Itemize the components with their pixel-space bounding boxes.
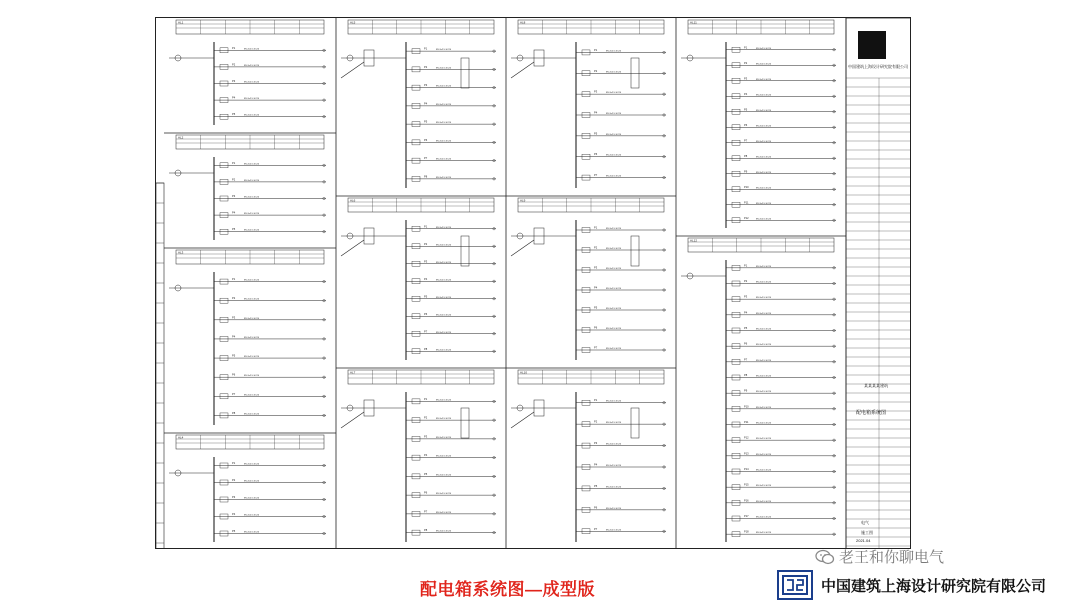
circuit-number: P2 [424, 416, 428, 420]
cable-spec: BV-3x2.5-SC20 [436, 103, 452, 106]
circuit-number: P6 [594, 326, 598, 330]
cable-spec: BV-3x2.5-SC20 [244, 375, 260, 378]
circuit-number: P4 [424, 454, 428, 458]
cable-spec: BV-3x2.5-SC20 [606, 308, 622, 310]
panel-label: AL12 [690, 238, 698, 243]
circuit-number: P8 [744, 374, 748, 377]
circuit-number: P3 [594, 442, 598, 446]
control-module [461, 408, 469, 438]
panel-label: AL4 [178, 435, 184, 440]
circuit-number: P3 [594, 90, 598, 94]
cable-spec: BV-3x2.5-SC20 [244, 114, 260, 117]
cable-spec: BV-3x2.5-SC20 [606, 443, 622, 446]
circuit-number: P1 [744, 264, 748, 268]
circuit-number: P5 [232, 113, 236, 117]
cable-spec: BV-3x2.5-SC20 [606, 92, 622, 95]
circuit-number: P2 [744, 61, 748, 65]
circuit-number: P7 [744, 358, 748, 362]
cable-spec: BV-3x2.5-SC20 [756, 202, 772, 205]
circuit-number: P9 [744, 170, 748, 174]
panel-label: AL3 [178, 250, 184, 255]
circuit-number: P18 [744, 530, 749, 534]
cscec-logo-mark [781, 574, 809, 596]
circuit-number: P3 [594, 266, 598, 270]
cable-spec: BV-3x2.5-SC20 [756, 281, 772, 284]
cable-spec: BV-3x2.5-SC20 [756, 328, 772, 331]
cable-spec: BV-3x2.5-SC20 [756, 156, 772, 159]
circuit-number: P3 [744, 77, 748, 81]
cable-spec: BV-3x2.5-SC20 [756, 485, 772, 488]
cable-spec: BV-3x2.5-SC20 [606, 328, 622, 330]
cable-spec: BV-3x2.5-SC20 [756, 265, 772, 268]
circuit-number: P3 [232, 316, 236, 320]
circuit-number: P7 [744, 139, 748, 143]
cable-spec: BV-3x2.5-SC20 [244, 336, 260, 339]
circuit-number: P1 [424, 47, 428, 51]
circuit-number: P3 [424, 435, 428, 439]
backup-feeder [341, 240, 364, 256]
cable-spec: BV-3x2.5-SC20 [756, 359, 772, 362]
cable-spec: BV-3x2.5-SC20 [436, 436, 452, 439]
circuit-number: P4 [594, 111, 598, 115]
cable-spec: BV-3x2.5-SC20 [756, 344, 772, 347]
cable-spec: BV-3x2.5-SC20 [244, 480, 260, 483]
circuit-number: P12 [744, 216, 749, 220]
control-module [631, 408, 639, 438]
watermark-text: 老王和你聊电气 [839, 549, 945, 566]
cable-spec: BV-3x2.5-SC20 [436, 493, 452, 496]
cable-spec: BV-3x2.5-SC20 [244, 356, 260, 359]
cable-spec: BV-3x2.5-SC20 [436, 314, 452, 317]
circuit-number: P1 [232, 462, 236, 465]
cable-spec: BV-3x2.5-SC20 [756, 109, 772, 112]
title-block-frame [846, 18, 911, 549]
circuit-number: P12 [744, 436, 749, 440]
cable-spec: BV-3x2.5-SC20 [756, 140, 772, 143]
cable-spec: BV-3x2.5-SC20 [436, 140, 452, 143]
cable-spec: BV-3x2.5-SC20 [244, 213, 260, 216]
cable-spec: BV-3x2.5-SC20 [606, 268, 622, 270]
cable-spec: BV-3x2.5-SC20 [244, 48, 260, 51]
circuit-number: P3 [232, 496, 236, 499]
circuit-number: P4 [232, 335, 236, 339]
circuit-number: P2 [424, 242, 428, 246]
cable-spec: BV-3x2.5-SC20 [606, 248, 622, 250]
circuit-number: P6 [594, 153, 598, 157]
cable-spec: BV-3x2.5-SC20 [244, 394, 260, 397]
cable-spec: BV-3x2.5-SC20 [606, 288, 622, 290]
circuit-number: P1 [744, 46, 748, 50]
circuit-number: P4 [594, 463, 598, 467]
circuit-number: P8 [424, 529, 428, 533]
panel-label: AL10 [520, 370, 528, 375]
backup-feeder [511, 240, 534, 256]
circuit-number: P8 [232, 411, 236, 415]
circuit-number: P8 [424, 175, 428, 179]
cable-spec: BV-3x2.5-SC20 [436, 349, 452, 352]
cable-spec: BV-3x2.5-SC20 [756, 532, 772, 535]
circuit-number: P6 [594, 506, 598, 510]
circuit-number: P5 [232, 228, 236, 232]
circuit-number: P10 [744, 405, 749, 409]
panel-label: AL8 [520, 20, 526, 25]
title-block-sheet-label: 施工图 [861, 530, 873, 535]
cable-spec: BV-3x2.5-SC20 [436, 49, 452, 52]
electrical-drawing-sheet [155, 17, 911, 549]
circuit-number: P2 [232, 297, 236, 301]
cable-spec: BV-3x2.5-SC20 [436, 226, 452, 229]
cable-spec: BV-3x2.5-SC20 [244, 64, 260, 67]
control-module [631, 236, 639, 266]
cable-spec: BV-3x2.5-SC20 [436, 296, 452, 299]
cable-spec: BV-3x2.5-SC20 [756, 218, 772, 221]
cable-spec: BV-3x2.5-SC20 [436, 279, 452, 282]
circuit-number: P8 [424, 347, 428, 351]
cable-spec: BV-3x2.5-SC20 [244, 81, 260, 84]
circuit-number: P7 [424, 330, 428, 334]
title-block-discipline: 电气 [861, 520, 869, 525]
cable-spec: BV-3x2.5-SC20 [606, 529, 622, 532]
cable-spec: BV-3x2.5-SC20 [756, 391, 772, 394]
circuit-number: P6 [744, 342, 748, 346]
circuit-number: P2 [594, 246, 598, 250]
circuit-number: P5 [594, 306, 598, 310]
cable-spec: BV-3x2.5-SC20 [756, 312, 772, 315]
circuit-number: P2 [232, 178, 236, 182]
circuit-number: P14 [744, 468, 749, 471]
circuit-number: P1 [594, 48, 598, 52]
circuit-number: P8 [744, 154, 748, 158]
cable-spec: BV-3x2.5-SC20 [244, 317, 260, 320]
circuit-number: P7 [594, 174, 598, 178]
circuit-number: P3 [744, 295, 748, 299]
cable-spec: BV-3x2.5-SC20 [436, 331, 452, 334]
circuit-number: P11 [744, 421, 749, 424]
cable-spec: BV-3x2.5-SC20 [436, 474, 452, 477]
circuit-number: P4 [744, 92, 748, 96]
panel-label: AL5 [350, 20, 356, 25]
title-block-company: 中国建筑上海设计研究院有限公司 [848, 64, 908, 69]
cable-spec: BV-3x2.5-SC20 [436, 176, 452, 179]
circuit-number: P1 [232, 161, 236, 165]
panel-label: AL6 [350, 198, 356, 203]
cable-spec: BV-3x2.5-SC20 [756, 94, 772, 97]
circuit-number: P6 [232, 373, 236, 377]
circuit-number: P1 [232, 278, 236, 282]
cable-spec: BV-3x2.5-SC20 [606, 348, 622, 350]
circuit-number: P2 [594, 69, 598, 73]
panel-label: AL9 [520, 198, 526, 203]
cable-spec: BV-3x2.5-SC20 [244, 497, 260, 500]
circuit-number: P3 [232, 195, 236, 198]
cable-spec: BV-3x2.5-SC20 [606, 154, 622, 157]
cable-spec: BV-3x2.5-SC20 [756, 406, 772, 409]
cable-spec: BV-3x2.5-SC20 [244, 463, 260, 466]
circuit-number: P2 [232, 63, 236, 67]
circuit-number: P5 [424, 120, 428, 124]
panel-label: AL11 [690, 20, 697, 25]
cable-spec: BV-3x2.5-SC20 [756, 422, 772, 425]
circuit-number: P1 [424, 225, 428, 229]
cable-spec: BV-3x2.5-SC20 [606, 71, 622, 74]
circuit-number: P7 [594, 527, 598, 531]
cable-spec: BV-3x2.5-SC20 [606, 486, 622, 489]
title-block-project: 某某某某建筑 [864, 383, 888, 388]
circuit-number: P10 [744, 185, 749, 189]
cable-spec: BV-3x2.5-SC20 [606, 50, 622, 53]
circuit-number: P11 [744, 201, 749, 205]
cable-spec: BV-3x2.5-SC20 [756, 438, 772, 441]
circuit-number: P6 [424, 491, 428, 495]
cable-spec: BV-3x2.5-SC20 [244, 196, 260, 199]
circuit-number: P3 [232, 80, 236, 83]
company-brand [777, 570, 1046, 600]
control-module [631, 58, 639, 88]
cable-spec: BV-3x2.5-SC20 [756, 125, 772, 128]
cable-spec: BV-3x2.5-SC20 [756, 516, 772, 519]
circuit-number: P1 [594, 226, 598, 230]
cable-spec: BV-3x2.5-SC20 [436, 122, 452, 125]
circuit-number: P2 [424, 65, 428, 69]
panel-label: AL2 [178, 135, 184, 140]
cable-spec: BV-3x2.5-SC20 [244, 531, 260, 534]
cscec-logo [777, 570, 813, 600]
circuit-number: P5 [594, 484, 598, 488]
cable-spec: BV-3x2.5-SC20 [756, 47, 772, 50]
circuit-number: P5 [424, 472, 428, 476]
cable-spec: BV-3x2.5-SC20 [436, 511, 452, 514]
left-margin-strip [156, 183, 164, 549]
panel-label: AL1 [178, 20, 184, 25]
cable-spec: BV-3x2.5-SC20 [606, 400, 622, 403]
cable-spec: BV-3x2.5-SC20 [244, 514, 260, 517]
circuit-number: P4 [232, 211, 236, 215]
circuit-number: P5 [232, 530, 236, 533]
circuit-number: P6 [424, 138, 428, 142]
cable-spec: BV-3x2.5-SC20 [436, 399, 452, 402]
cable-spec: BV-3x2.5-SC20 [756, 78, 772, 81]
circuit-number: P7 [232, 392, 236, 396]
circuit-number: P2 [744, 280, 748, 283]
cable-spec: BV-3x2.5-SC20 [436, 85, 452, 88]
circuit-number: P5 [232, 354, 236, 358]
circuit-number: P4 [424, 102, 428, 106]
cable-spec: BV-3x2.5-SC20 [244, 163, 260, 166]
cable-spec: BV-3x2.5-SC20 [244, 179, 260, 182]
cable-spec: BV-3x2.5-SC20 [756, 297, 772, 300]
cable-spec: BV-3x2.5-SC20 [606, 422, 622, 425]
cable-spec: BV-3x2.5-SC20 [244, 413, 260, 416]
circuit-number: P17 [744, 515, 749, 518]
design-institute-logo-block [858, 31, 886, 59]
cable-spec: BV-3x2.5-SC20 [756, 171, 772, 174]
cable-spec: BV-3x2.5-SC20 [436, 455, 452, 458]
circuit-number: P2 [594, 420, 598, 424]
backup-feeder [511, 412, 534, 428]
circuit-number: P2 [232, 479, 236, 482]
circuit-number: P7 [594, 346, 598, 350]
cable-spec: BV-3x2.5-SC20 [436, 261, 452, 264]
circuit-number: P3 [424, 84, 428, 88]
cable-spec: BV-3x2.5-SC20 [436, 418, 452, 421]
cable-spec: BV-3x2.5-SC20 [756, 469, 772, 472]
cable-spec: BV-3x2.5-SC20 [606, 175, 622, 178]
title-block-date: 2021.04 [856, 538, 871, 543]
panel-label: AL7 [350, 370, 356, 375]
cable-spec: BV-3x2.5-SC20 [756, 453, 772, 456]
circuit-number: P5 [594, 132, 598, 136]
company-name: 中国建筑上海设计研究院有限公司 [821, 577, 1047, 595]
circuit-number: P16 [744, 499, 749, 503]
backup-feeder [511, 62, 534, 78]
cable-spec: BV-3x2.5-SC20 [756, 500, 772, 503]
cable-spec: BV-3x2.5-SC20 [244, 298, 260, 301]
circuit-number: P4 [744, 311, 748, 315]
cable-spec: BV-3x2.5-SC20 [756, 63, 772, 66]
circuit-number: P7 [424, 510, 428, 514]
circuit-number: P13 [744, 452, 749, 456]
circuit-number: P15 [744, 483, 749, 487]
control-module [461, 236, 469, 266]
cable-spec: BV-3x2.5-SC20 [606, 507, 622, 510]
circuit-number: P9 [744, 389, 748, 393]
cable-spec: BV-3x2.5-SC20 [244, 279, 260, 282]
circuit-number: P4 [424, 277, 428, 281]
cable-spec: BV-3x2.5-SC20 [436, 158, 452, 161]
circuit-number: P5 [424, 295, 428, 299]
circuit-number: P1 [232, 46, 236, 50]
cable-spec: BV-3x2.5-SC20 [244, 98, 260, 101]
control-module [461, 58, 469, 88]
cable-spec: BV-3x2.5-SC20 [606, 465, 622, 467]
circuit-number: P4 [232, 96, 236, 100]
circuit-number: P5 [744, 108, 748, 112]
wechat-icon [815, 549, 835, 565]
circuit-number: P6 [424, 312, 428, 316]
backup-feeder [341, 412, 364, 428]
circuit-number: P1 [594, 399, 598, 403]
cable-spec: BV-3x2.5-SC20 [436, 67, 452, 70]
circuit-number: P5 [744, 327, 748, 330]
cable-spec: BV-3x2.5-SC20 [436, 530, 452, 533]
circuit-number: P1 [424, 397, 428, 401]
circuit-number: P7 [424, 157, 428, 161]
wechat-watermark [815, 546, 944, 567]
cable-spec: BV-3x2.5-SC20 [756, 187, 772, 190]
cable-spec: BV-3x2.5-SC20 [606, 113, 622, 115]
circuit-number: P4 [232, 513, 236, 516]
cable-spec: BV-3x2.5-SC20 [606, 133, 622, 136]
distribution-box-schematic [156, 18, 911, 549]
circuit-number: P4 [594, 286, 598, 290]
slide-caption: 配电箱系统图—成型版 [420, 580, 595, 599]
backup-feeder [341, 62, 364, 78]
circuit-number: P6 [744, 123, 748, 127]
circuit-number: P3 [424, 260, 428, 264]
cable-spec: BV-3x2.5-SC20 [606, 228, 622, 230]
cable-spec: BV-3x2.5-SC20 [756, 375, 772, 378]
title-block-drawing-title: 配电箱系统图 [856, 410, 887, 416]
cable-spec: BV-3x2.5-SC20 [436, 244, 452, 247]
cable-spec: BV-3x2.5-SC20 [244, 229, 260, 232]
